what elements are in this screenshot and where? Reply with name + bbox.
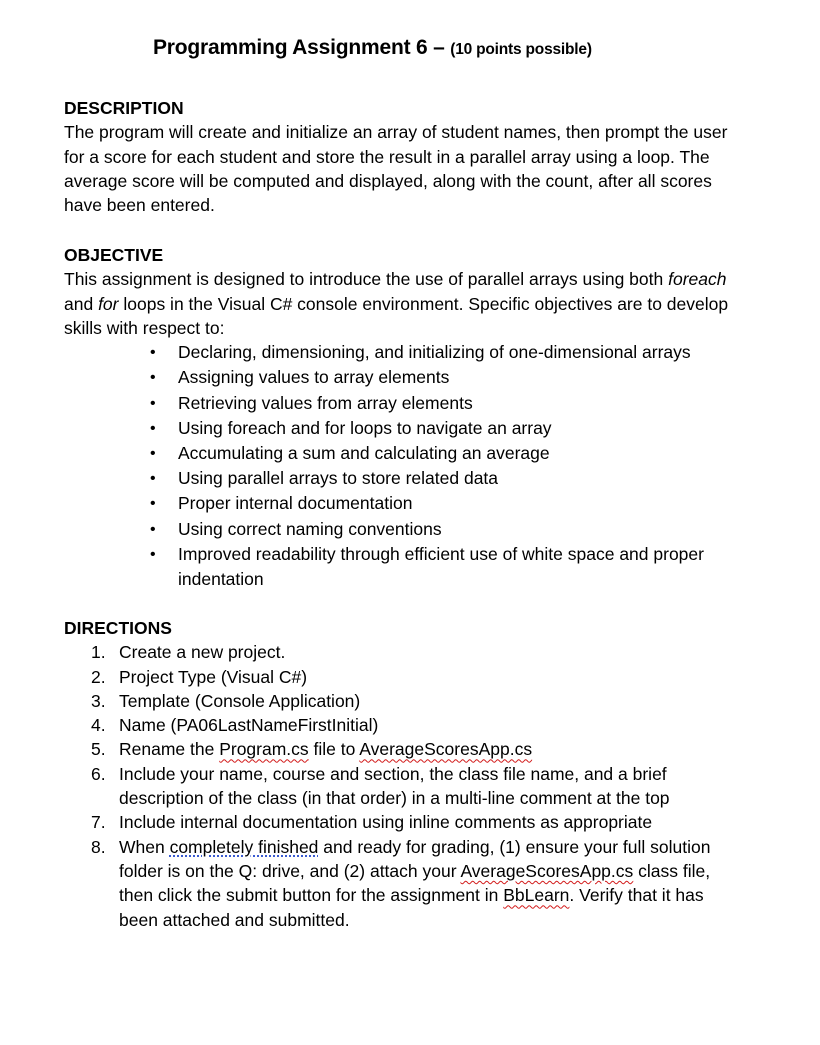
- description-text: The program will create and initialize an array of student names, then prompt the user for a score for each student and store the result in a parallel array using a loop. The average score will be computed and displayed, along with the count, after all scores have been entered.: [64, 122, 728, 216]
- list-item: [150, 391, 744, 416]
- step-text: Name (PA06LastNameFirstInitial): [119, 715, 379, 736]
- step-text: Include internal documentation using inline comments as appropriate: [119, 812, 653, 833]
- step-item: [91, 762, 744, 811]
- spellcheck-word: Program.cs: [219, 739, 309, 760]
- step-item: [91, 810, 744, 834]
- grammar-flagged-phrase: completely finished: [169, 836, 319, 857]
- step-text-part: . Verify that it has been attached and submitted.: [119, 885, 704, 930]
- objective-heading: OBJECTIVE: [64, 245, 164, 265]
- foreach-keyword: foreach: [668, 269, 727, 290]
- step-number: 4.: [91, 715, 106, 736]
- page-title: [153, 36, 592, 60]
- description-heading: DESCRIPTION: [64, 98, 184, 118]
- bullet-icon: •: [150, 470, 156, 488]
- list-item-text: Improved readability through efficient use of white space and proper indentation: [178, 543, 704, 590]
- step-number: 1.: [91, 642, 106, 663]
- objective-intro-part: loops in the Visual C# console environment. Specific objectives are to develop skills with respect to:: [64, 293, 729, 338]
- step-number: 5.: [91, 739, 106, 760]
- list-item-text: Accumulating a sum and calculating an average: [178, 443, 550, 463]
- step-text-part: class file, then click the submit button for the assignment in: [119, 860, 711, 906]
- objective-intro-part: This assignment is designed to introduce the use of parallel arrays using both: [64, 269, 669, 290]
- step-text-part: Rename the: [119, 739, 220, 760]
- step-item: [91, 689, 744, 713]
- directions-list: [64, 640, 744, 932]
- step-number: 6.: [91, 763, 106, 784]
- step-number: 2.: [91, 666, 106, 687]
- directions-heading: DIRECTIONS: [64, 618, 172, 638]
- objective-intro: [64, 267, 744, 340]
- bullet-icon: •: [150, 369, 156, 387]
- list-item: [150, 441, 744, 466]
- step-item: [91, 713, 744, 737]
- list-item-text: Using correct naming conventions: [178, 518, 442, 539]
- for-keyword: for: [98, 293, 119, 314]
- list-item-text: Retrieving values from array elements: [178, 392, 473, 413]
- step-text: Template (Console Application): [119, 690, 361, 711]
- bullet-icon: •: [150, 419, 156, 437]
- step-text: Project Type (Visual C#): [119, 666, 308, 687]
- bullet-icon: •: [150, 545, 156, 563]
- bullet-icon: •: [150, 520, 156, 538]
- step-text: Include your name, course and section, the class file name, and a brief description of the class (in that order) in a multi-line comment at the top: [119, 763, 670, 809]
- spellcheck-word: BbLearn: [503, 885, 570, 906]
- step-text-part: When: [119, 836, 170, 857]
- objective-list: [64, 340, 744, 592]
- step-number: 3.: [91, 690, 106, 711]
- list-item: [150, 542, 744, 592]
- list-item-text: Declaring, dimensioning, and initializing of one-dimensional arrays: [178, 342, 691, 363]
- list-item: [150, 416, 744, 441]
- step-item: [91, 835, 744, 932]
- step-number: 7.: [91, 812, 106, 833]
- list-item-text: Using parallel arrays to store related data: [178, 468, 499, 489]
- objective-intro-part: and: [64, 293, 99, 314]
- step-text-part: and ready for grading, (1) ensure your full solution folder is on the Q: drive, and (2) attach your: [119, 836, 711, 881]
- bullet-icon: •: [150, 344, 156, 362]
- bullet-icon: •: [150, 495, 156, 513]
- bullet-icon: •: [150, 394, 156, 412]
- spellcheck-word: AverageScoresApp.cs: [359, 739, 533, 760]
- objective-section: [64, 243, 744, 592]
- step-text-part: file to: [308, 739, 360, 760]
- step-item: [91, 737, 744, 761]
- title-points: (10 points possible): [450, 41, 592, 58]
- list-item-text: Proper internal documentation: [178, 493, 413, 514]
- title-main: Programming Assignment 6 –: [153, 36, 445, 59]
- list-item: [150, 491, 744, 516]
- list-item: [150, 340, 744, 365]
- list-item: [150, 365, 744, 390]
- spellcheck-word: AverageScoresApp.cs: [460, 860, 634, 881]
- step-number: 8.: [91, 836, 106, 857]
- list-item: [150, 517, 744, 542]
- step-item: [91, 640, 744, 664]
- step-item: [91, 665, 744, 689]
- description-section: [64, 96, 744, 217]
- directions-section: [64, 616, 744, 932]
- list-item: [150, 466, 744, 491]
- list-item-text: Using foreach and for loops to navigate an array: [178, 417, 552, 438]
- step-text: Create a new project.: [119, 642, 286, 663]
- list-item-text: Assigning values to array elements: [178, 367, 450, 388]
- bullet-icon: •: [150, 445, 156, 462]
